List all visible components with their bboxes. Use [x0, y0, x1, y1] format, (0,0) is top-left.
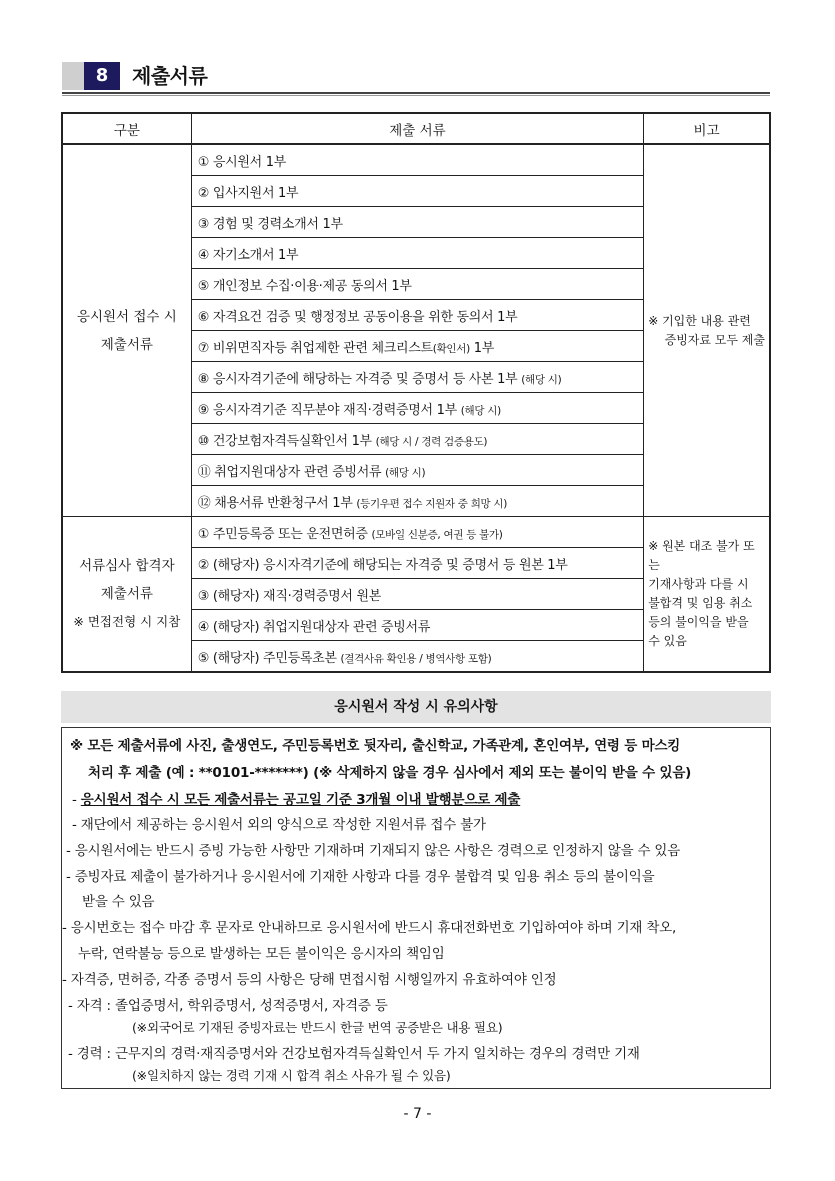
- group1-category-line1: 응시원서 접수 시: [76, 308, 177, 325]
- caution-line-7: 받을 수 있음: [82, 894, 155, 910]
- group1-item-8-suffix: (해당 시): [521, 373, 562, 386]
- caution-line-13: - 경력 : 근무지의 경력·재직증명서와 건강보험자격득실확인서 두 가지 일치하는 경우의 경력만 기재: [68, 1046, 640, 1062]
- group1-item-11: [191, 455, 643, 486]
- group1-category: [62, 144, 191, 517]
- header-documents: 제출 서류: [191, 113, 643, 144]
- section-number: 8: [84, 62, 120, 90]
- caution-line-1: ※ 모든 제출서류에 사진, 출생연도, 주민등록번호 뒷자리, 출신학교, 가족관계, 혼인여부, 연령 등 마스킹: [70, 738, 681, 754]
- group1-item-8: [191, 362, 643, 393]
- group1-item-10-text: ⑩ 건강보험자격득실확인서 1부: [197, 433, 372, 449]
- group2-note: [644, 517, 770, 673]
- caution-line-11: - 자격 : 졸업증명서, 학위증명서, 성적증명서, 자격증 등: [68, 998, 388, 1014]
- caution-line-3-text: 응시원서 접수 시 모든 제출서류는 공고일 기준 3개월 이내 발행분으로 제출: [80, 792, 521, 808]
- table-row: [62, 517, 770, 548]
- header-category: 구분: [62, 113, 191, 144]
- group2-item-5-suffix: (결격사유 확인용 / 병역사항 포함): [340, 652, 492, 665]
- group1-note-line2: 증빙자료 모두 제출: [664, 332, 765, 347]
- group1-note: [644, 144, 770, 517]
- group1-note-line1: ※ 기입한 내용 관련: [648, 313, 751, 328]
- caution-line-6: - 증빙자료 제출이 불가하거나 응시원서에 기재한 사항과 다를 경우 불합격 및 임용 취소 등의 불이익을: [66, 869, 655, 885]
- group2-item-1-suffix: (모바일 신분증, 여권 등 불가): [371, 528, 503, 541]
- group2-note-line4: 등의 불이익을 받을: [648, 615, 749, 629]
- group1-item-3: ③ 경험 및 경력소개서 1부: [191, 207, 643, 238]
- group1-category-line2: 제출서류: [100, 336, 153, 353]
- group1-item-5: ⑤ 개인정보 수집·이용·제공 동의서 1부: [191, 269, 643, 300]
- group2-item-1-text: ① 주민등록증 또는 운전면허증: [197, 526, 368, 542]
- group1-item-2: ② 입사지원서 1부: [191, 176, 643, 207]
- caution-line-3: [72, 788, 520, 808]
- group1-item-7: [191, 331, 643, 362]
- group1-item-9-text: ⑨ 응시자격기준 직무분야 재직·경력증명서 1부: [197, 402, 457, 418]
- caution-line-4: - 재단에서 제공하는 응시원서 외의 양식으로 작성한 지원서류 접수 불가: [72, 817, 486, 833]
- group2-note-line3: 불합격 및 임용 취소: [648, 596, 753, 610]
- section-header: [62, 62, 770, 90]
- caution-line-10: - 자격증, 면허증, 각종 증명서 등의 사항은 당해 면접시험 시행일까지 유효하여야 인정: [62, 972, 557, 988]
- documents-table: [61, 112, 771, 673]
- group1-item-8-text: ⑧ 응시자격기준에 해당하는 자격증 및 증명서 등 사본 1부: [197, 371, 518, 387]
- group1-item-7-count: 1부: [469, 340, 494, 356]
- group2-item-5-text: ⑤ (해당자) 주민등록초본: [197, 650, 337, 666]
- group1-item-6: ⑥ 자격요건 검증 및 행정정보 공동이용을 위한 동의서 1부: [191, 300, 643, 331]
- caution-title: 응시원서 작성 시 유의사항: [61, 691, 771, 723]
- group2-item-3: ③ (해당자) 재직·경력증명서 원본: [191, 579, 643, 610]
- table-row: [62, 144, 770, 176]
- caution-line-3-dash: -: [72, 792, 81, 808]
- table-header-row: [62, 113, 770, 144]
- caution-line-8: - 응시번호는 접수 마감 후 문자로 안내하므로 응시원서에 반드시 휴대전화번호 기입하여야 하며 기재 착오,: [62, 920, 677, 936]
- caution-box: [61, 727, 771, 1089]
- header-rule-thin: [62, 95, 770, 96]
- group2-item-4: ④ (해당자) 취업지원대상자 관련 증빙서류: [191, 610, 643, 641]
- header-note: 비고: [644, 113, 770, 144]
- group1-item-4: ④ 자기소개서 1부: [191, 238, 643, 269]
- group2-category-line1: 서류심사 합격자: [79, 558, 175, 574]
- group1-item-1: ① 응시원서 1부: [191, 144, 643, 176]
- caution-line-5: - 응시원서에는 반드시 증빙 가능한 사항만 기재하며 기재되지 않은 사항은 경력으로 인정하지 않을 수 있음: [66, 843, 681, 859]
- group2-category: [62, 517, 191, 673]
- group2-category-line2: 제출서류: [100, 586, 153, 602]
- group1-item-7-suffix: (확인서): [432, 342, 470, 355]
- group1-item-12-text: ⑫ 채용서류 반환청구서 1부: [197, 495, 353, 511]
- header-rule: [62, 92, 770, 94]
- group1-item-11-text: ⑪ 취업지원대상자 관련 증빙서류: [197, 464, 382, 480]
- group1-item-12-suffix: (등기우편 접수 지원자 중 희망 시): [356, 497, 508, 510]
- group1-item-12: [191, 486, 643, 517]
- group1-item-7-text: ⑦ 비위면직자등 취업제한 관련 체크리스트: [197, 340, 433, 356]
- section-title: 제출서류: [132, 64, 208, 88]
- caution-line-2: 처리 후 제출 (예 : **0101-*******) (※ 삭제하지 않을 경우 심사에서 제외 또는 불이익 받을 수 있음): [88, 765, 692, 781]
- page-number: - 7 -: [403, 1106, 432, 1122]
- group2-note-line2: 기재사항과 다를 시: [648, 577, 749, 591]
- group2-item-2: ② (해당자) 응시자격기준에 해당되는 자격증 및 증명서 등 원본 1부: [191, 548, 643, 579]
- group2-item-5: [191, 641, 643, 673]
- group2-note-line5: 수 있음: [648, 634, 687, 648]
- caution-line-14: (※일치하지 않는 경력 기재 시 합격 취소 사유가 될 수 있음): [132, 1068, 451, 1083]
- caution-line-9: 누락, 연락불능 등으로 발생하는 모든 불이익은 응시자의 책임임: [78, 946, 445, 962]
- section-number-shadow: [62, 62, 86, 90]
- caution-line-12: (※외국어로 기재된 증빙자료는 반드시 한글 번역 공증받은 내용 필요): [132, 1020, 503, 1035]
- group1-item-9-suffix: (해당 시): [460, 404, 501, 417]
- group2-note-line1: ※ 원본 대조 불가 또는: [648, 539, 755, 572]
- group1-item-11-suffix: (해당 시): [385, 466, 426, 479]
- group1-item-10-suffix: (해당 시 / 경력 검증용도): [375, 435, 488, 448]
- group1-item-9: [191, 393, 643, 424]
- group1-item-10: [191, 424, 643, 455]
- group2-category-line3: ※ 면접전형 시 지참: [73, 614, 181, 629]
- group2-item-1: [191, 517, 643, 548]
